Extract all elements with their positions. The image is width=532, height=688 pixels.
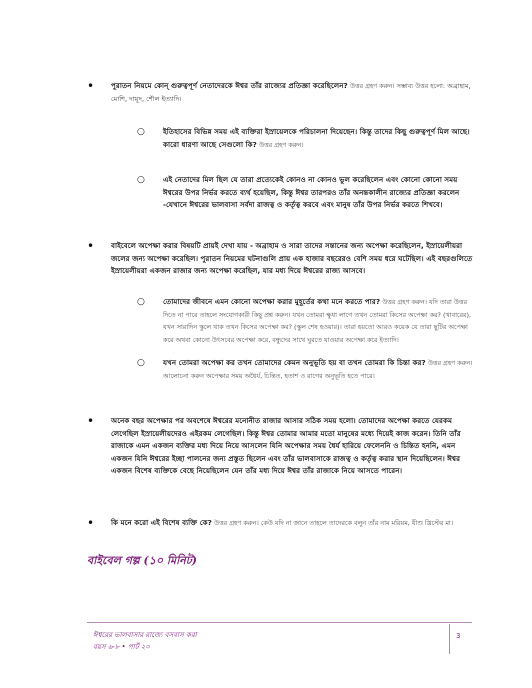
question-text: তোমাদের জীবনে এমন কোনো অপেক্ষা করার মুহূর্তের কথা মনে করতে পার? bbox=[163, 297, 381, 306]
footer-divider bbox=[87, 622, 472, 623]
discussion-item-6 bbox=[163, 357, 473, 382]
question-text: যখন তোমরা অপেক্ষা কর তখন তোমাদের কেমন অনুভূতি হয় বা তখন তোমরা কি চিন্তা কর? bbox=[163, 358, 426, 367]
statement-text: অনেক বছর অপেক্ষার পর অবশেষে ঈশ্বরের মনোনীত রাজার আসার সঠিক সময় হলো। তোমাদের অপেক্ষা করতে যেরকম লেগেছিল ইস্রায়েলীয়দেরও এইরকম লেগেছিল। কিন্তু ঈশ্বর তোমার আমার মতো মানুষের মধ্যে দিয়েই কাজ করেন। তিনি তাঁর রাজাকে এমন একজন ব্যক্তির মধ্য দিয়ে নিয়ে আসলেন যিনি অপেক্ষার সময় ধৈর্য হারিয়ে ফেলেননি ও চিন্তিত হননি, এমন একজন যিনি ঈশ্বরের ইচ্ছা পালনের জন্য প্রস্তুত ছিলেন এবং তাঁর ভালবাসাকে রাজত্ব ও কর্তৃত্ব করার স্থান দিয়েছিলেন। ঈশ্বর একজন বিশেষ ব্যক্তিকে বেছে নিয়েছিলেন যেন তাঁর মধ্য দিয়ে ঈশ্বর তাঁর রাজাকে নিয়ে আসতে পারেন। bbox=[111, 416, 461, 475]
bullet-circle: ○ bbox=[137, 175, 145, 185]
discussion-item-8 bbox=[111, 517, 473, 530]
section-title: বাইবেল গল্প (১০ মিনিট) bbox=[87, 554, 197, 567]
leader-prompt: উত্তর গ্রহণ করুন। আলোচনা করুন অপেক্ষার সময় অধৈর্য, চিন্তিত, হতাশ ও রাগের অনুভূতি হতে পারে। bbox=[163, 359, 473, 380]
leader-prompt: উত্তর গ্রহণ করুন। যদি তারা উত্তর দিতে না পারে তাহলে সংযোগকারী কিছু প্রশ্ন করুন। যখন তোমরা ক্ষুধা লাগে তখন তোমরা কিসের অপেক্ষা কর? (খাবারের), যখন সারাদিন স্কুলে থাক তখন কিসের অপেক্ষা কর? (স্কুল শেষ হওয়ার)। তারা হয়তো আরও কয়েক যে তারা ছুটির অপেক্ষা করে অথবা কোনো উৎসবের অপেক্ষা করে, বন্ধুদের সাথে ঘুরতে যাওয়ার অপেক্ষা করে ইত্যাদি। bbox=[163, 298, 472, 344]
bullet-dot: • bbox=[87, 79, 95, 93]
discussion-item-2 bbox=[163, 126, 473, 151]
bullet-circle: ○ bbox=[137, 297, 145, 307]
footer-lesson-info: বয়স ৬-৮ • পার্ট ২০ bbox=[93, 643, 150, 651]
possible-answer: অব্রাহাম, মোশি, দায়ূদ, শৌল ইত্যাদি। bbox=[111, 82, 471, 103]
bullet-dot: • bbox=[87, 414, 95, 428]
bullet-circle: ○ bbox=[137, 358, 145, 368]
leader-prompt: উত্তর গ্রহণ করুন। কেউ যদি না জানে তাহলে তাদেরকে বলুন তাঁর নাম মরিয়ম, যীশু খ্রিস্টের মা। bbox=[214, 519, 454, 527]
discussion-item-3 bbox=[163, 174, 473, 212]
question-text: ইতিহাসের বিভিন্ন সময় এই ব্যক্তিরা ইস্রায়েলকে পরিচালনা দিয়েছেন। কিন্তু তাদের কিছু গুরুত্বপূর্ণ মিল আছে। কারো ধারণা আছে সেগুলো কি? bbox=[163, 127, 470, 149]
discussion-item-4 bbox=[111, 240, 473, 278]
discussion-item-1 bbox=[111, 80, 471, 105]
statement-text: এই নেতাদের মিল ছিল যে তারা প্রত্যেকেই কোনও না কোনও ভুল করেছিলেন এবং কোনো কোনো সময় ঈশ্বরের উপর নির্ভর করতে ব্যর্থ হয়েছিল, কিন্তু ঈশ্বর তারপরও তাঁর অনন্তকালীন রাজ্যের প্রতিজ্ঞা করলেন -যেখানে ঈশ্বরের ভালবাসা সর্বদা রাজত্ব ও কর্তৃত্ব করবে এবং মানুষ তাঁর উপর নির্ভর করতে শিখবে। bbox=[163, 175, 460, 209]
discussion-item-7 bbox=[111, 415, 473, 478]
bullet-dot: • bbox=[87, 239, 95, 253]
leader-prompt: উত্তর গ্রহণ করুন। সম্ভাব্য উত্তর হলো: bbox=[349, 82, 445, 90]
question-text: কি মনে করো এই বিশেষ ব্যক্তি কে? bbox=[111, 518, 212, 527]
bullet-dot: • bbox=[87, 516, 95, 530]
question-text: পুরাতন নিয়মে কোন্ গুরুত্বপূর্ণ নেতাদেরকে ঈশ্বর তাঁর রাজ্যের প্রতিজ্ঞা করেছিলেন? bbox=[111, 81, 348, 90]
discussion-item-5 bbox=[163, 296, 473, 346]
leader-prompt: উত্তর গ্রহণ করুন। bbox=[259, 140, 304, 149]
statement-text: বাইবেলে অপেক্ষা করার বিষয়টি প্রায়ই দেখা যায় - অব্রাহাম ও সারা তাদের সন্তানের জন্য অপেক্ষা করেছিলেন, ইস্রায়েলীয়রা জলের জন্য অপেক্ষা করেছিল। পুরাতন নিয়মের ঘটনাগুলি প্রায় এক হাজার বছরেরও বেশি সময় ধরে ঘটেছিল। এই বছরগুলিতে ইস্রায়েলীয়রা একজন রাজার জন্য অপেক্ষা করেছিল, যার মধ্য দিয়ে ঈশ্বরের রাজ্য আসবে। bbox=[111, 241, 473, 275]
footer-lesson-title: ঈশ্বরের ভালবাসার রাজ্যে বসবাস করা bbox=[93, 631, 197, 639]
page-number: 3 bbox=[456, 632, 461, 640]
bullet-circle: ○ bbox=[137, 127, 145, 137]
footer-vertical-divider bbox=[449, 624, 450, 654]
